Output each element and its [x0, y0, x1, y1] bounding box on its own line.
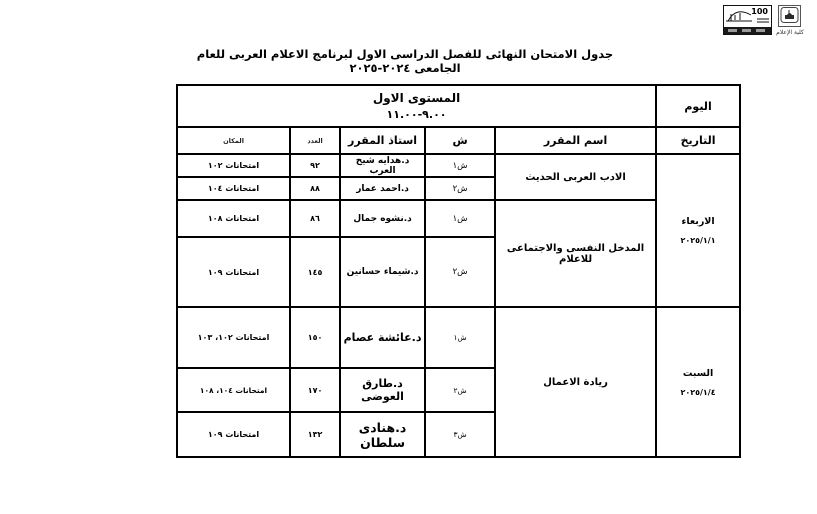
course-name-cell: ريادة الاعمال: [495, 307, 656, 457]
place-cell: امتحانات ١٠٢: [177, 154, 290, 177]
place-cell: امتحانات ١٠٩: [177, 412, 290, 457]
document-title: جدول الامتحان النهائى للفصل الدراسى الاول لبرنامج الاعلام العربى للعام الجامعى ٢٠٢٤-٢٠٢٥: [196, 47, 614, 75]
table-row: [177, 307, 740, 368]
day-name: السبت: [682, 367, 714, 379]
section-cell: ش١: [425, 200, 495, 237]
professor-cell: د.طارق العوضى: [340, 368, 425, 412]
centennial-label: 100: [751, 7, 768, 16]
col-header-date: التاريخ: [656, 127, 740, 154]
col-header-section: ش: [425, 127, 495, 154]
col-header-professor: استاذ المقرر: [340, 127, 425, 154]
level-header-row: [177, 85, 740, 127]
level-title: المستوى الاول: [372, 91, 461, 105]
day-date: ٢٠٢٥/١/١: [680, 236, 716, 245]
professor-cell: د.شيماء حسانين: [340, 237, 425, 307]
column-header-row: [177, 127, 740, 154]
count-cell: ٩٢: [290, 154, 340, 177]
professor-cell: د.عائشة عصام: [340, 307, 425, 368]
exam-schedule-table: [176, 84, 741, 458]
section-cell: ش٢: [425, 237, 495, 307]
count-cell: ١٧٠: [290, 368, 340, 412]
university-logo: [723, 5, 772, 35]
count-cell: ٨٦: [290, 200, 340, 237]
faculty-logo: [778, 5, 801, 27]
day-date: ٢٠٢٥/١/٤: [680, 387, 716, 397]
section-cell: ش١: [425, 307, 495, 368]
col-header-course: اسم المقرر: [495, 127, 656, 154]
count-cell: ١٤٥: [290, 237, 340, 307]
level-header-cell: [177, 85, 656, 127]
section-cell: ش١: [425, 154, 495, 177]
place-cell: امتحانات ١٠٤: [177, 177, 290, 200]
professor-cell: د.نشوه جمال: [340, 200, 425, 237]
section-cell: ش٣: [425, 412, 495, 457]
place-cell: امتحانات ١٠٩: [177, 237, 290, 307]
faculty-logo-caption: كلية الإعلام: [776, 29, 804, 36]
course-name-cell: المدخل النفسى والاجتماعى للاعلام: [495, 200, 656, 307]
professor-cell: د.احمد عمار: [340, 177, 425, 200]
table-row: [177, 200, 740, 237]
count-cell: ٨٨: [290, 177, 340, 200]
bridge-icon: [725, 7, 753, 25]
logo-banner-strip: [724, 27, 771, 34]
exam-time-range: ٩.٠٠-١١.٠٠: [386, 108, 447, 121]
place-cell: امتحانات ١٠٨: [177, 200, 290, 237]
professor-cell: د.هنادى سلطان: [340, 412, 425, 457]
count-cell: ١٣٢: [290, 412, 340, 457]
count-cell: ١٥٠: [290, 307, 340, 368]
faculty-crest-icon: [779, 6, 800, 26]
day-name: الاربعاء: [681, 216, 715, 227]
course-name-cell: الادب العربى الحديث: [495, 154, 656, 200]
professor-cell: د.هدايه شيخ العرب: [340, 154, 425, 177]
section-cell: ش٢: [425, 177, 495, 200]
col-header-count: العدد: [290, 127, 340, 154]
col-header-place: المكان: [177, 127, 290, 154]
day-date-cell: [656, 307, 740, 457]
table-row: [177, 154, 740, 177]
place-cell: امتحانات ١٠٢، ١٠٣: [177, 307, 290, 368]
day-date-cell: [656, 154, 740, 307]
place-cell: امتحانات ١٠٤، ١٠٨: [177, 368, 290, 412]
section-cell: ش٢: [425, 368, 495, 412]
day-header-cell: اليوم: [656, 85, 740, 127]
